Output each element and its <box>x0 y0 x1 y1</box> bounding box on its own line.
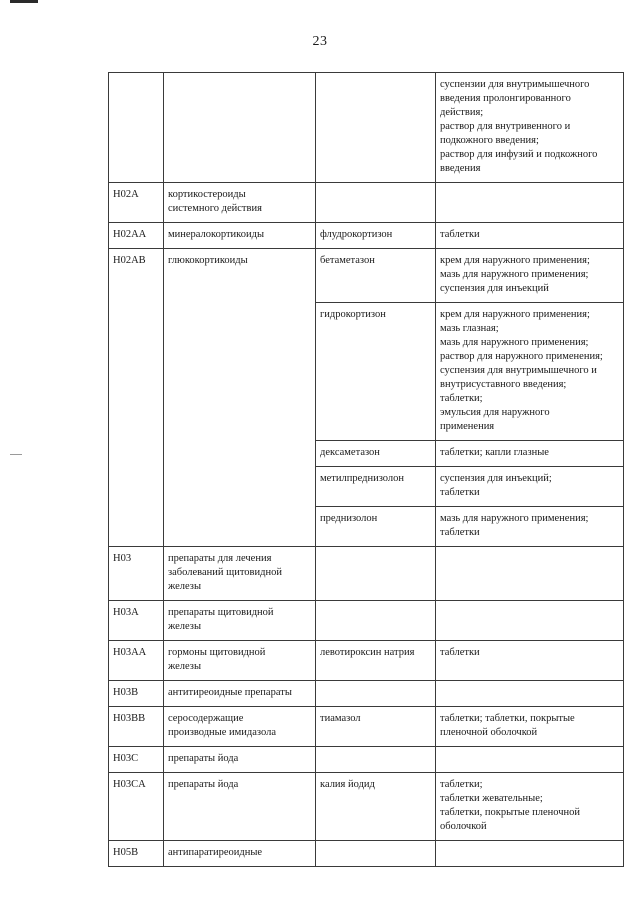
atc-code-cell: H03C <box>109 747 164 773</box>
drug-name-cell: тиамазол <box>316 707 436 747</box>
dosage-forms-cell <box>436 601 624 641</box>
group-name-cell: препараты щитовидной железы <box>164 601 316 641</box>
table-row <box>109 547 624 601</box>
atc-code-cell <box>109 73 164 183</box>
dosage-forms-cell: таблетки; капли глазные <box>436 441 624 467</box>
dosage-forms-cell <box>436 747 624 773</box>
drug-name-cell: дексаметазон <box>316 441 436 467</box>
dosage-forms-cell: мазь для наружного применения; таблетки <box>436 507 624 547</box>
drug-name-cell <box>316 747 436 773</box>
table-row <box>109 707 624 747</box>
scan-margin-mark <box>10 454 22 455</box>
table-row <box>109 249 624 303</box>
table-row <box>109 681 624 707</box>
atc-code-cell: H03AA <box>109 641 164 681</box>
dosage-forms-cell: крем для наружного применения; мазь для наружного применения; суспензия для инъекций <box>436 249 624 303</box>
group-name-cell: препараты йода <box>164 773 316 841</box>
atc-code-cell: H03B <box>109 681 164 707</box>
scan-corner-mark <box>10 0 38 3</box>
dosage-forms-cell: таблетки; таблетки, покрытые пленочной оболочкой <box>436 707 624 747</box>
dosage-forms-cell: таблетки <box>436 641 624 681</box>
dosage-forms-cell <box>436 681 624 707</box>
drug-name-cell: калия йодид <box>316 773 436 841</box>
drug-name-cell <box>316 73 436 183</box>
drug-name-cell: гидрокортизон <box>316 303 436 441</box>
dosage-forms-cell: суспензии для внутримышечного введения пролонгированного действия; раствор для внутривенного и подкожного введения; раствор для инфузий и подкожного введения <box>436 73 624 183</box>
group-name-cell: минералокортикоиды <box>164 223 316 249</box>
dosage-forms-cell <box>436 841 624 867</box>
atc-code-cell: H05B <box>109 841 164 867</box>
group-name-cell: препараты для лечения заболеваний щитовидной железы <box>164 547 316 601</box>
table-row <box>109 183 624 223</box>
drug-name-cell: бетаметазон <box>316 249 436 303</box>
group-name-cell <box>164 73 316 183</box>
atc-code-cell: H02AA <box>109 223 164 249</box>
drug-name-cell <box>316 601 436 641</box>
dosage-forms-cell: таблетки; таблетки жевательные; таблетки, покрытые пленочной оболочкой <box>436 773 624 841</box>
drug-name-cell: преднизолон <box>316 507 436 547</box>
drug-name-cell <box>316 183 436 223</box>
atc-code-cell: H02A <box>109 183 164 223</box>
drug-name-cell <box>316 681 436 707</box>
group-name-cell: гормоны щитовидной железы <box>164 641 316 681</box>
group-name-cell: антипаратиреоидные <box>164 841 316 867</box>
drug-classification-table <box>108 72 624 867</box>
table-row <box>109 747 624 773</box>
dosage-forms-cell: крем для наружного применения; мазь глазная; мазь для наружного применения; раствор для наружного применения; суспензия для внутримышечного и внутрисуставного введения; таблетки; эмульсия для наружного применения <box>436 303 624 441</box>
atc-code-cell: H03A <box>109 601 164 641</box>
atc-code-cell: H03CA <box>109 773 164 841</box>
drug-name-cell: левотироксин натрия <box>316 641 436 681</box>
drug-name-cell <box>316 841 436 867</box>
drug-name-cell <box>316 547 436 601</box>
table-row <box>109 641 624 681</box>
dosage-forms-cell <box>436 183 624 223</box>
table-row <box>109 73 624 183</box>
table-row <box>109 223 624 249</box>
dosage-forms-cell: таблетки <box>436 223 624 249</box>
table-row <box>109 601 624 641</box>
atc-code-cell: H02AB <box>109 249 164 547</box>
dosage-forms-cell: суспензия для инъекций; таблетки <box>436 467 624 507</box>
group-name-cell: серосодержащие производные имидазола <box>164 707 316 747</box>
table-row <box>109 841 624 867</box>
group-name-cell: кортикостероиды системного действия <box>164 183 316 223</box>
atc-code-cell: H03 <box>109 547 164 601</box>
page-number: 23 <box>312 34 328 49</box>
dosage-forms-cell <box>436 547 624 601</box>
drug-name-cell: флудрокортизон <box>316 223 436 249</box>
group-name-cell: препараты йода <box>164 747 316 773</box>
group-name-cell: глюкокортикоиды <box>164 249 316 547</box>
table-row <box>109 773 624 841</box>
group-name-cell: антитиреоидные препараты <box>164 681 316 707</box>
drug-name-cell: метилпреднизолон <box>316 467 436 507</box>
atc-code-cell: H03BB <box>109 707 164 747</box>
